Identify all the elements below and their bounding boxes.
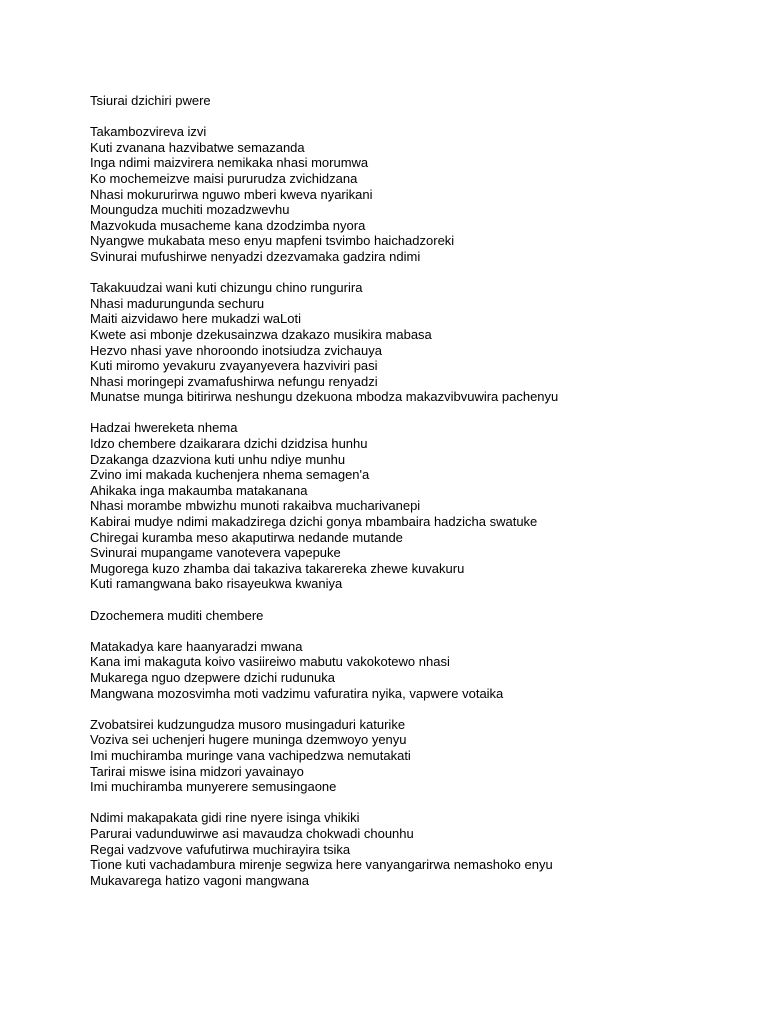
poem-line: Takakuudzai wani kuti chizungu chino rungurira	[90, 280, 363, 296]
poem-line: Mukavarega hatizo vagoni mangwana	[90, 872, 309, 888]
poem-line: Moungudza muchiti mozadzwevhu	[90, 202, 290, 218]
poem-line: Kuti zvanana hazvibatwe semazanda	[90, 139, 305, 155]
poem-line: Kuti miromo yevakuru zvayanyevera hazviviri pasi	[90, 358, 378, 374]
poem-line: Zvino imi makada kuchenjera nhema semagen'a	[90, 467, 370, 483]
poem-line: Idzo chembere dzaikarara dzichi dzidzisa hunhu	[90, 436, 368, 452]
poem-line: Ahikaka inga makaumba matakanana	[90, 482, 308, 498]
poem-line: Dzochemera muditi chembere	[90, 607, 264, 623]
poem-line: Tione kuti vachadambura mirenje segwiza here vanyangarirwa nemashoko enyu	[90, 857, 553, 873]
stanza-1	[90, 124, 750, 264]
poem-title: Tsiurai dzichiri pwere	[90, 93, 211, 108]
poem-line: Ndimi makapakata gidi rine nyere isinga vhikiki	[90, 810, 360, 826]
poem-line: Chiregai kuramba meso akaputirwa nedande mutande	[90, 529, 403, 545]
poem-line: Mangwana mozosvimha moti vadzimu vafuratira nyika, vapwere votaika	[90, 685, 504, 701]
poem-line: Nyangwe mukabata meso enyu mapfeni tsvimbo haichadzoreki	[90, 233, 455, 249]
poem-line: Hadzai hwereketa nhema	[90, 420, 238, 436]
poem-line: Mukarega nguo dzepwere dzichi rudunuka	[90, 669, 335, 685]
poem-line: Dzakanga dzazviona kuti unhu ndiye munhu	[90, 451, 346, 467]
poem-content	[90, 93, 750, 904]
poem-line: Nhasi moringepi zvamafushirwa nefungu renyadzi	[90, 373, 378, 389]
poem-line: Parurai vadunduwirwe asi mavaudza chokwadi chounhu	[90, 825, 414, 841]
poem-line: Nhasi madurungunda sechuru	[90, 295, 265, 311]
poem-line: Nhasi morambe mbwizhu munoti rakaibva mucharivanepi	[90, 498, 421, 514]
stanza-6	[90, 717, 750, 795]
poem-line: Svinurai mufushirwe nenyadzi dzezvamaka gadzira ndimi	[90, 248, 421, 264]
poem-line: Imi muchiramba munyerere semusingaone	[90, 779, 337, 795]
poem-line: Maiti aizvidawo here mukadzi waLoti	[90, 311, 301, 327]
poem-line: Matakadya kare haanyaradzi mwana	[90, 638, 303, 654]
poem-line: Regai vadzvove vafufutirwa muchirayira tsika	[90, 841, 351, 857]
poem-line: Kuti ramangwana bako risayeukwa kwaniya	[90, 576, 343, 592]
poem-line: Kana imi makaguta koivo vasiireiwo mabutu vakokotewo nhasi	[90, 654, 450, 670]
stanza-3	[90, 420, 750, 592]
poem-line: Nhasi mokururirwa nguwo mberi kweva nyarikani	[90, 186, 373, 202]
stanza-7	[90, 810, 750, 888]
poem-line: Ko mochemeizve maisi pururudza zvichidzana	[90, 170, 358, 186]
poem-line: Inga ndimi maizvirera nemikaka nhasi morumwa	[90, 155, 369, 171]
poem-line: Zvobatsirei kudzungudza musoro musingaduri katurike	[90, 716, 406, 732]
poem-line: Tarirai miswe isina midzori yavainayo	[90, 763, 304, 779]
poem-line: Mazvokuda musacheme kana dzodzimba nyora	[90, 217, 366, 233]
poem-line: Svinurai mupangame vanotevera vapepuke	[90, 545, 341, 561]
poem-line: Takambozvireva izvi	[90, 124, 207, 140]
stanza-2	[90, 280, 750, 405]
poem-line: Mugorega kuzo zhamba dai takaziva takarereka zhewe kuvakuru	[90, 560, 465, 576]
poem-line: Voziva sei uchenjeri hugere muninga dzemwoyo yenyu	[90, 732, 407, 748]
poem-line: Imi muchiramba muringe vana vachipedzwa nemutakati	[90, 747, 411, 763]
stanza-5	[90, 639, 750, 701]
poem-line: Munatse munga bitirirwa neshungu dzekuona mbodza makazvibvuwira pachenyu	[90, 389, 559, 405]
poem-line: Hezvo nhasi yave nhoroondo inotsiudza zvichauya	[90, 342, 382, 358]
stanza-4	[90, 608, 750, 624]
poem-line: Kabirai mudye ndimi makadzirega dzichi gonya mbambaira hadzicha swatuke	[90, 514, 538, 530]
poem-line: Kwete asi mbonje dzekusainzwa dzakazo musikira mabasa	[90, 326, 432, 342]
